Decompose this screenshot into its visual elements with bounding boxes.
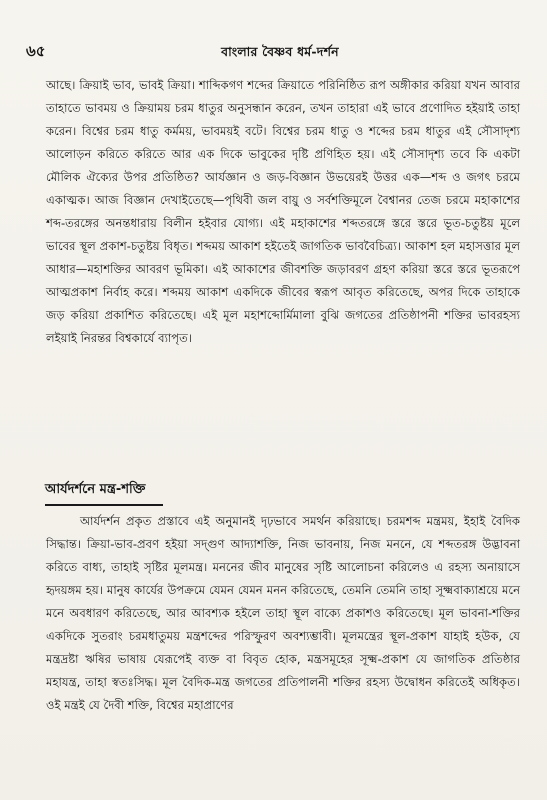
running-head: বাংলার বৈষ্ণব ধর্ম-দর্শন — [221, 44, 339, 59]
section-heading — [45, 480, 163, 506]
section-heading-text: আর্যদর্শনে মন্ত্র-শক্তি — [45, 482, 146, 497]
heading-underline — [45, 504, 163, 506]
page-number: ৬৫ — [26, 42, 46, 60]
paragraph-1: আছে। ক্রিয়াই ভাব, ভাবই ক্রিয়া। শাব্দিকগণ শব্দের ক্রিয়াতে পরিনিষ্ঠিত রূপ অঙ্গীকার করিয়া যখন আবার তাহাতে ভাবময় ও ক্রিয়াময় চরম ধাতুর অনুসন্ধান করেন, তখন তাহারা এই ভাবে প্রণোদিত হইয়াই তাহা করেন। বিশ্বের চরম ধাতু কর্মময়, ভাবময়ই বটে। বিশ্বের চরম ধাতু ও শব্দের চরম ধাতুর এই সৌসাদৃশ্য আলোড়ন করিতে করিতে আর এক দিকে ভাবুকের দৃষ্টি প্রণিহিত হয়। এই সৌসাদৃশ্য তবে কি একটা মৌলিক ঐক্যের উপর প্রতিষ্ঠিত? আর্যজ্ঞান ও জড়-বিজ্ঞান উভয়েরই উত্তর এক—শব্দ ও জগৎ চরমে একাত্মক। আজ বিজ্ঞান দেখাইতেছে—পৃথিবী জল বায়ু ও সর্বশক্তিমূলে বৈশ্বানর তেজ চরমে মহাকাশের শব্দ-তরঙ্গের অনন্তধারায় বিলীন হইবার যোগ্য। এই মহাকাশের শব্দতরঙ্গে স্তরে স্তরে ভূত-চতুষ্টয় মূলে ভাবের স্থূল প্রকাশ-চতুষ্টয় বিধৃত। শব্দময় আকাশ হইতেই জাগতিক ভাববৈচিত্র্য। আকাশ হল মহাসত্তার মূল আধার—মহাশক্তির আবরণ ভূমিকা। এই আকাশের জীবশক্তি জড়াবরণ গ্রহণ করিয়া স্তরে স্তরে ভূতরূপে আত্মপ্রকাশ নির্বাহ করে। শব্দময় আকাশ একদিকে জীবের স্বরূপ আবৃত করিতেছে, অপর দিকে তাহাকে জড় করিয়া প্রকাশিত করিতেছে। এই মূল মহাশব্দোর্মিমালা বুঝি জগতের প্রতিষ্ঠাপনী শক্তির ভাবরহস্য লইয়াই নিরন্তর বিশ্বকার্যে ব্যাপৃত। — [46, 78, 520, 345]
paragraph-2: আর্যদর্শন প্রকৃত প্রস্তাবে এই অনুমানই দৃঢ়ভাবে সমর্থন করিয়াছে। চরমশব্দ মন্ত্রময়, ইহাই বৈদিক সিদ্ধান্ত। ক্রিয়া-ভাব-প্রবণ হইয়া সদ্গুণ আদ্যাশক্তি, নিজ ভাবনায়, নিজ মননে, যে শব্দতরঙ্গ উদ্ভাবনা করিতে বাধ্য, তাহাই সৃষ্টির মূলমন্ত্র। মননের জীব মানুষের সৃষ্টি আলোচনা করিলেও এ রহস্য অনায়াসে হৃদয়ঙ্গম হয়। মানুষ কার্যের উপক্রমে যেমন যেমন মনন করিতেছে, তেমনি তেমনি তাহা সূক্ষ্মবাক্যাশ্রয়ে মনে মনে অবধারণ করিতেছে, আর আবশ্যক হইলে তাহা স্থূল বাক্যে প্রকাশও করিতেছে। মূল ভাবনা-শক্তির একদিকে সুতরাং চরমধাতুময় মন্ত্রশব্দের পরিস্ফুরণ অবশ্যম্ভাবী। মূলমন্ত্রের স্থূল-প্রকাশ যাহাই হউক, যে মন্ত্রদ্রষ্টা ঋষির ভাষায় যেরূপেই ব্যক্ত বা বিবৃত হোক, মন্ত্রসমূহের সূক্ষ্ম-প্রকাশ যে জাগতিক প্রতিষ্ঠার মহাযন্ত্র, তাহা স্বতঃসিদ্ধ। মূল বৈদিক-মন্ত্র জগতের প্রতিপালনী শক্তির রহস্য উদ্বোধন করিতেই অধিকৃত। ওই মন্ত্রই যে দৈবী শক্তি, বিশ্বের মহাপ্রাণের — [46, 514, 520, 712]
